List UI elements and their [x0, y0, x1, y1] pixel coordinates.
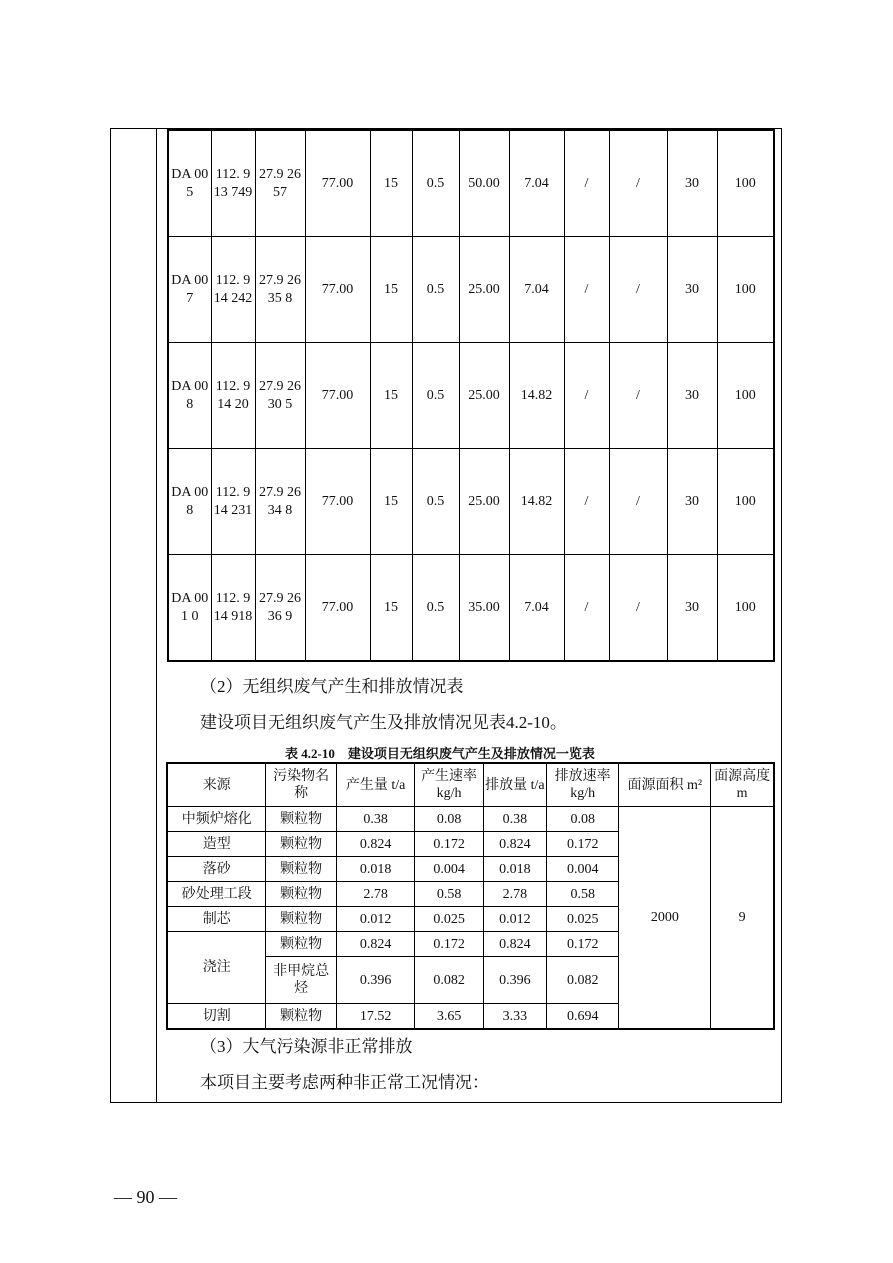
gen-amount-cell: 2.78	[336, 882, 415, 907]
header-area: 面源面积 m²	[619, 763, 711, 807]
section-2-title: （2）无组织废气产生和排放情况表	[200, 677, 464, 696]
emit-rate-cell: 0.172	[546, 832, 618, 857]
source-cell: 砂处理工段	[167, 882, 266, 907]
latitude: 27.9 2636 9	[255, 555, 305, 662]
gen-rate-cell: 0.082	[415, 957, 483, 1004]
cell: 77.00	[305, 449, 370, 555]
pollutant-cell: 颗粒物	[266, 907, 336, 932]
cell: 15	[370, 449, 412, 555]
cell: 35.00	[459, 555, 509, 662]
cell: 0.5	[412, 555, 459, 662]
gen-amount-cell: 0.012	[336, 907, 415, 932]
point-source-table	[167, 129, 775, 662]
emit-amount-cell: 0.824	[483, 832, 546, 857]
latitude: 27.9 2635 8	[255, 237, 305, 343]
outlet-id: DA 001 0	[168, 555, 211, 662]
emit-amount-cell: 0.824	[483, 932, 546, 957]
header-height: 面源高度 m	[711, 763, 774, 807]
source-cell: 制芯	[167, 907, 266, 932]
outlet-id: DA 007	[168, 237, 211, 343]
cell: /	[564, 130, 609, 237]
latitude: 27.9 2657	[255, 130, 305, 237]
cell: 14.82	[509, 343, 564, 449]
source-cell: 造型	[167, 832, 266, 857]
cell: 0.5	[412, 343, 459, 449]
longitude: 112. 914 242	[211, 237, 255, 343]
table-row	[168, 449, 774, 555]
emit-amount-cell: 3.33	[483, 1004, 546, 1030]
emit-rate-cell: 0.694	[546, 1004, 618, 1030]
height-cell: 9	[711, 807, 774, 1030]
cell: /	[564, 555, 609, 662]
section-3-title: （3）大气污染源非正常排放	[200, 1037, 413, 1056]
longitude: 112. 914 231	[211, 449, 255, 555]
cell: /	[564, 343, 609, 449]
header-source: 来源	[167, 763, 266, 807]
emit-amount-cell: 0.396	[483, 957, 546, 1004]
cell: /	[609, 130, 667, 237]
table-header-row	[167, 763, 774, 807]
table-row	[168, 130, 774, 237]
emit-amount-cell: 0.012	[483, 907, 546, 932]
cell: 100	[717, 449, 774, 555]
cell: 30	[667, 130, 717, 237]
gen-rate-cell: 0.172	[415, 832, 483, 857]
gen-amount-cell: 17.52	[336, 1004, 415, 1030]
emit-rate-cell: 0.172	[546, 932, 618, 957]
header-emit-rate: 排放速率 kg/h	[546, 763, 618, 807]
fugitive-emission-table	[166, 762, 775, 1030]
header-pollutant: 污染物名称	[266, 763, 336, 807]
cell: 30	[667, 237, 717, 343]
source-cell: 落砂	[167, 857, 266, 882]
table-row	[168, 343, 774, 449]
pollutant-cell: 颗粒物	[266, 857, 336, 882]
cell: 15	[370, 237, 412, 343]
table-caption: 表 4.2-10 建设项目无组织废气产生及排放情况一览表	[285, 746, 595, 761]
emit-rate-cell: 0.025	[546, 907, 618, 932]
cell: 77.00	[305, 555, 370, 662]
table-row	[167, 807, 774, 832]
gen-rate-cell: 0.025	[415, 907, 483, 932]
outlet-id: DA 008	[168, 449, 211, 555]
cell: 100	[717, 237, 774, 343]
cell: 7.04	[509, 237, 564, 343]
gen-rate-cell: 0.004	[415, 857, 483, 882]
cell: 7.04	[509, 555, 564, 662]
cell: 15	[370, 343, 412, 449]
longitude: 112. 913 749	[211, 130, 255, 237]
longitude: 112. 914 20	[211, 343, 255, 449]
cell: 50.00	[459, 130, 509, 237]
source-cell: 浇注	[167, 932, 266, 1004]
longitude: 112. 914 918	[211, 555, 255, 662]
pollutant-cell: 颗粒物	[266, 807, 336, 832]
cell: 7.04	[509, 130, 564, 237]
cell: 25.00	[459, 449, 509, 555]
cell: 25.00	[459, 343, 509, 449]
emit-rate-cell: 0.004	[546, 857, 618, 882]
cell: 77.00	[305, 237, 370, 343]
cell: 0.5	[412, 449, 459, 555]
source-cell: 切割	[167, 1004, 266, 1030]
cell: 14.82	[509, 449, 564, 555]
gen-rate-cell: 0.172	[415, 932, 483, 957]
pollutant-cell: 非甲烷总烃	[266, 957, 336, 1004]
header-gen-rate: 产生速率 kg/h	[415, 763, 483, 807]
cell: /	[564, 449, 609, 555]
cell: 77.00	[305, 343, 370, 449]
pollutant-cell: 颗粒物	[266, 932, 336, 957]
header-gen-amount: 产生量 t/a	[336, 763, 415, 807]
cell: /	[609, 555, 667, 662]
gen-amount-cell: 0.824	[336, 932, 415, 957]
cell: 15	[370, 130, 412, 237]
table-row	[168, 237, 774, 343]
outlet-id: DA 008	[168, 343, 211, 449]
latitude: 27.9 2634 8	[255, 449, 305, 555]
cell: 30	[667, 343, 717, 449]
cell: /	[609, 237, 667, 343]
frame-divider	[156, 128, 157, 1103]
emit-amount-cell: 0.018	[483, 857, 546, 882]
header-emit-amount: 排放量 t/a	[483, 763, 546, 807]
gen-amount-cell: 0.396	[336, 957, 415, 1004]
section-3-text: 本项目主要考虑两种非正常工况情况：	[200, 1073, 489, 1092]
gen-rate-cell: 0.58	[415, 882, 483, 907]
page-number: — 90 —	[114, 1187, 177, 1207]
pollutant-cell: 颗粒物	[266, 832, 336, 857]
cell: /	[564, 237, 609, 343]
latitude: 27.9 2630 5	[255, 343, 305, 449]
cell: 25.00	[459, 237, 509, 343]
emit-rate-cell: 0.08	[546, 807, 618, 832]
cell: 77.00	[305, 130, 370, 237]
cell: 30	[667, 449, 717, 555]
cell: 0.5	[412, 130, 459, 237]
emit-rate-cell: 0.58	[546, 882, 618, 907]
cell: 100	[717, 130, 774, 237]
cell: /	[609, 449, 667, 555]
cell: 0.5	[412, 237, 459, 343]
cell: 100	[717, 555, 774, 662]
gen-rate-cell: 3.65	[415, 1004, 483, 1030]
gen-rate-cell: 0.08	[415, 807, 483, 832]
gen-amount-cell: 0.824	[336, 832, 415, 857]
source-cell: 中频炉熔化	[167, 807, 266, 832]
cell: 15	[370, 555, 412, 662]
cell: 100	[717, 343, 774, 449]
emit-amount-cell: 0.38	[483, 807, 546, 832]
cell: 30	[667, 555, 717, 662]
gen-amount-cell: 0.018	[336, 857, 415, 882]
emit-amount-cell: 2.78	[483, 882, 546, 907]
cell: /	[609, 343, 667, 449]
emit-rate-cell: 0.082	[546, 957, 618, 1004]
gen-amount-cell: 0.38	[336, 807, 415, 832]
pollutant-cell: 颗粒物	[266, 882, 336, 907]
table-row	[168, 555, 774, 662]
outlet-id: DA 005	[168, 130, 211, 237]
area-cell: 2000	[619, 807, 711, 1030]
section-2-text: 建设项目无组织废气产生及排放情况见表4.2-10。	[200, 713, 567, 732]
pollutant-cell: 颗粒物	[266, 1004, 336, 1030]
